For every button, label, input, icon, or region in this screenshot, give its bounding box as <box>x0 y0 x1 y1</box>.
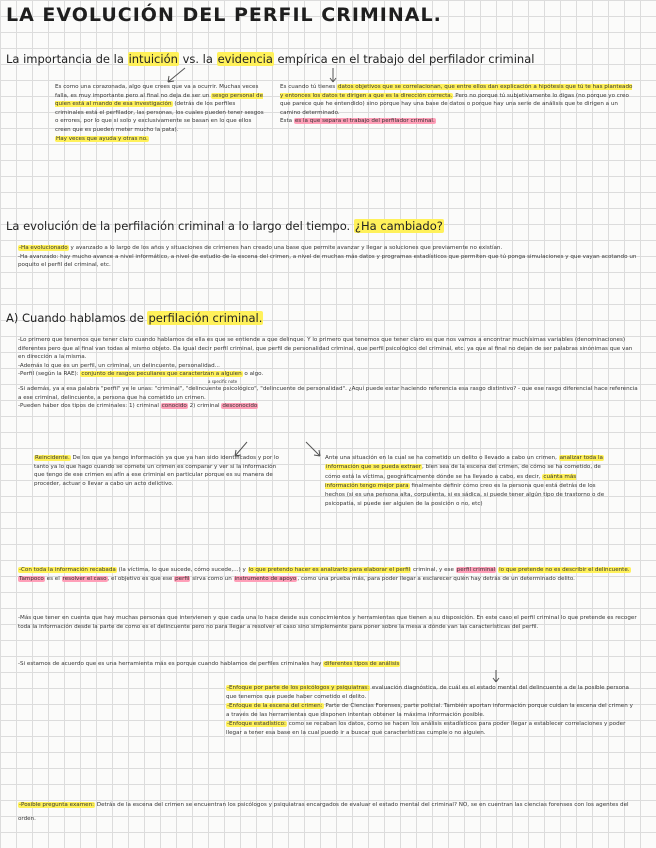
recidivist-label: Reincidente. <box>35 455 70 461</box>
profile-text-b: criminal, y ese <box>412 567 454 573</box>
evidence-text-post: Pero no porque tú subjetivamente lo digas (no porque yo creo que parece que he entendido) sino porque hay una base de datos o porque hay una serie de análisis que te dirigen a un camino determinado. <box>280 92 629 116</box>
profile-info-highlight: -Con toda la información recabada <box>19 567 116 573</box>
criminal-types-mid: 2) criminal <box>189 403 220 410</box>
rae-label: -Perfil (según la RAE): <box>18 371 79 378</box>
unknown-highlight-more: cuánta más información tengo mejor para <box>325 473 577 489</box>
section1-heading-vs: vs. <box>182 52 200 66</box>
evidence-conclusion: es la que separa el trabajo del perfilador criminal. <box>294 118 435 125</box>
evidence-column <box>280 83 635 126</box>
known-criminal-box <box>34 454 279 488</box>
profile-tampoco: Tampoco <box>19 576 44 582</box>
criminal-type-unknown: desconocido <box>222 403 258 410</box>
rae-definition: conjunto de rasgos peculiares que caracterizan a alguien <box>81 371 242 378</box>
section2-evolved-text: y avanzado a lo largo de los años y situaciones de crímenes han creado una base que permite avanzar y llegar a soluciones que previamente no existían. <box>70 245 503 251</box>
section3-variables-text: -Lo primero que tenemos que tener claro cuando hablamos de ella es que se entiende a que delinque. Y lo primero que tenemos que tener claro es que nos vamos a encontrar muchísimas variables (denominaciones) diferentes pero que al final van todas al mismo objeto. Da igual decir perfil criminal, que perfil de personalidad criminal, que perfil psicológico del criminal, etc. ya que al final no dejan de ser palabras sinónimas que van en dirección a la misma. <box>18 337 633 361</box>
unknown-text-post: finalmente definir cómo creo es la persona que está detrás de los hechos (si es una persona alta, corpulenta, si es sádica, si puede tener algún tipo de trastorno o de psicopatía, si puede ser alguien de la posición o no, etc) <box>325 482 605 508</box>
section1-heading <box>6 52 534 66</box>
criminal-type-known: conocido <box>161 403 187 410</box>
rae-definition-post: o algo. <box>244 371 264 378</box>
section2-advanced-text: -Ha avanzado: hay mucho avance a nivel informático, a nivel de estudio de la escena del crimen, a nivel de muchas más datos y programas estadísticos que permiten que tú ponga simulaciones y que vayan acotando un poquito el perfil del criminal, etc. <box>18 253 637 269</box>
analysis-psychology-text: evaluación diagnóstica, de cuál es el estado mental del delincuente a de la posible persona que tenemos que puede haber cometido el delito. <box>226 685 629 700</box>
section2-heading-pre: La evolución de la perfilación criminal a lo largo del tiempo. <box>6 219 351 233</box>
evidence-conclusion-pre: Esta <box>280 118 293 125</box>
analysis-psychology-label: -Enfoque por parte de los psicólogos y psiquiatras: <box>227 685 370 691</box>
section1-heading-evidencia: evidencia <box>217 52 273 66</box>
exam-question-label: -Posible pregunta examen: <box>19 802 95 808</box>
intuition-column <box>55 83 265 143</box>
profile-not-solve: resolver el caso <box>62 576 107 582</box>
intuition-text: Es como una corazonada, algo que crees que va a ocurrir. Muchas veces falla, es muy importante pero al final no deja de ser un <box>55 84 259 99</box>
profile-support-tool: instrumento de apoyo <box>234 576 297 582</box>
unknown-text-pre: Ante una situación en la cual se ha cometido un delito o llevado a cabo un crimen, <box>325 455 557 461</box>
unknown-text-mid: , bien sea de la escena del crimen, de cómo se ha cometido, de cómo está la víctima, geográficamente dónde se ha llevado a cabo, es decir, <box>325 464 601 480</box>
analysis-statistical-text: como se recaban los datos, como se hacen los análisis estadísticos para poder llegar a establecer correlaciones y poder llegar a tener esa base en la cual puedo ir a buscar qué características cumple o no alguien. <box>226 721 626 736</box>
profile-text-d: , el objetivo es que ese <box>107 576 173 582</box>
section3-profile-purpose <box>18 566 638 584</box>
recidivist-text: De los que ya tengo información ya que ya han sido identificados y por lo tanto ya lo que hago cuando se comete un crimen es comparar y ver si la información que tengo de ese crimen es afín a ese criminal en particular porque es su manera de proceder, actuar o llevar a cabo un acto delictivo. <box>34 455 279 487</box>
profile-text-a: (la víctima, lo que sucede, cómo sucede,...) y <box>118 567 246 573</box>
section2-heading-question: ¿Ha cambiado? <box>354 219 443 233</box>
evidence-highlight: datos objetivos que se correlacionan, que entre ellos dan explicación a hipótesis que tú te has planteado y entonces los datos te dirigen a que es la dirección correcta. <box>280 84 633 99</box>
unknown-highlight-info: información que se pueda extraer <box>326 464 422 471</box>
exam-question-text: Detrás de la escena del crimen se encuentran los psicólogos y psiquiatras encargados de evaluar el estado mental del criminal? NO, se en cuentran las ciencias forenses con los agentes del orden. <box>18 802 629 822</box>
unknown-criminal-box <box>325 454 605 510</box>
analysis-types-highlight: diferentes tipos de análisis <box>324 661 400 667</box>
section1-heading-pre: La importancia de la <box>6 52 124 66</box>
section3-heading-highlight: perfilación criminal. <box>148 311 263 325</box>
analysis-scene-text: Parte de Ciencias Forenses, parte policial. También aportan información porque cuidan la escena del crimen y a través de las herramientas que disponen intentan obtener la máxima información posible. <box>226 703 633 718</box>
intuition-highlight: sesgo personal de quien está al mando de esa investigación <box>55 92 264 108</box>
page-title: LA EVOLUCIÓN DEL PERFIL CRIMINAL. <box>6 4 442 26</box>
rae-note: a specific note <box>208 378 238 384</box>
section3-intro <box>18 336 638 411</box>
intuition-conclusion: Hay veces que ayuda y otras no. <box>56 135 148 142</box>
section1-heading-post: empírica en el trabajo del perfilador criminal <box>277 52 535 66</box>
intuition-text-post: (detrás de los perfiles criminales está el perfilador, las personas, los cuales pueden tener sesgos o errores, por lo que si solo y exclusivamente se basan en lo que ellos creen que es pueden meter mucho la pata). <box>55 101 264 133</box>
section3-criminal-text: -Si además, ya a esa palabra "perfil" ye le unas: "criminal", "delincuente psicológico", "delincuente de personalidad". ¿Aquí puede estar haciendo referencia esa rasgo distintivo? - que ese rasgo diferencial hace referencia a ese criminal, delincuente, a persona que ha cometido un crimen. <box>18 385 638 401</box>
section3-heading <box>6 311 263 325</box>
analysis-types-pre: -Si estamos de acuerdo que es una herramienta más es porque cuando hablamos de perfiles criminales hay <box>18 661 322 667</box>
section1-heading-la: la <box>202 52 213 66</box>
section2-body <box>18 244 638 270</box>
profile-text-e: sirva como un <box>192 576 232 582</box>
analysis-scene-label: -Enfoque de la escena del crimen: <box>227 703 323 709</box>
unknown-highlight-analyze: analizar toda la <box>559 455 603 461</box>
criminal-types-pre: -Pueden haber dos tipos de criminales: 1) criminal <box>18 403 159 410</box>
section1-heading-intuicion: intuición <box>128 52 178 66</box>
exam-question <box>18 798 638 826</box>
profile-criminal-highlight: perfil criminal <box>456 567 496 573</box>
evidence-text-pre: Es cuando tú tienes <box>280 84 336 90</box>
analysis-list <box>226 684 636 738</box>
profile-text-c: es el <box>46 576 60 582</box>
section2-heading <box>6 219 444 233</box>
section2-evolved-highlight: -Ha evolucionado <box>19 245 68 251</box>
section3-definitions-text: -Además lo que es un perfil, un criminal, un delincuente, personalidad... <box>18 362 220 369</box>
profile-perfil: perfil <box>175 576 190 582</box>
profile-analyze-highlight: lo que pretendo hacer es analizarlo para elaborar el perfil <box>248 567 411 573</box>
section3-heading-pre: A) Cuando hablamos de <box>6 311 144 325</box>
analysis-statistical-label: -Enfoque estadístico: <box>227 721 286 727</box>
profile-text-f: , como una prueba más, para poder llegar a esclarecer quién hay detrás de un determinado delito. <box>297 576 575 582</box>
intervention-text: -Más que tener en cuenta que hay muchas personas que intervienen y que cada una lo hace desde sus conocimientos y herramientas que tienen a su disposición. En este caso el perfil criminal lo que pretende es recoger toda la información desde la parte de como es el delincuente pero no para llegar a resolver el caso sino simplemente para poner sobre la mesa a dónde van las características del perfil. <box>18 615 637 630</box>
section3-analysis-types <box>18 660 638 669</box>
profile-not-describe: lo que pretende no es describir el delincuente. <box>499 567 630 573</box>
section3-intervention <box>18 614 638 632</box>
